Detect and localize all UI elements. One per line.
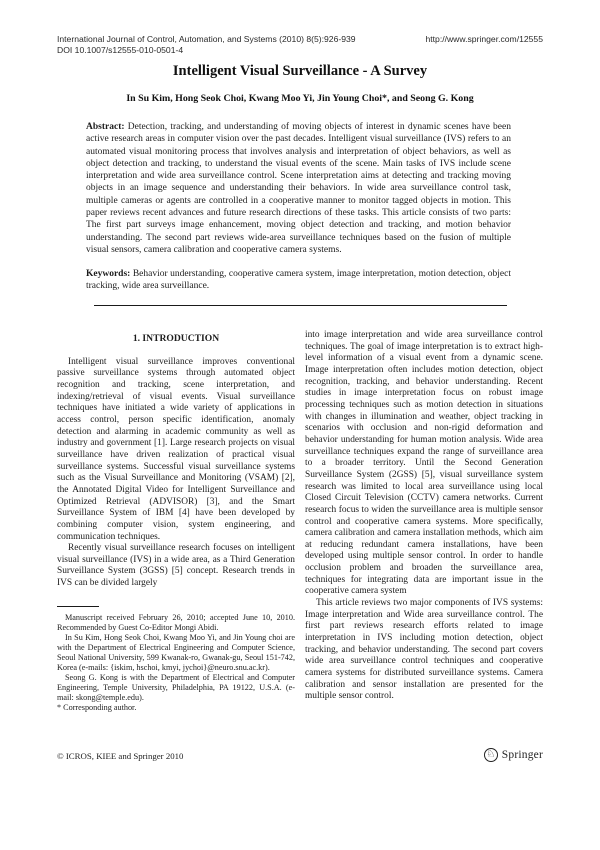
journal-url: http://www.springer.com/12555 (425, 34, 543, 44)
section-heading-introduction: 1. INTRODUCTION (132, 333, 220, 344)
right-column (305, 330, 543, 728)
left-column (57, 330, 295, 606)
abstract-label: Abstract: (86, 122, 125, 132)
intro-paragraph-2-continuation: into image interpretation and wide area surveillance control techniques. The goal of image interpretation is to extract high-level information of a visual event from a dynamic scene. Image interpretation often includes motion detection, object recognition, tracking, and behavior understanding. Recent studies in image interpretation focus on robust image processing techniques such as motion detection in situations with changes in illumination and weather, object tracking in scenarios with occlusion and non-rigid deformation and behavior understanding for human motion analysis. Wide area surveillance techniques expand the range of surveillance area to a broader territory. Until the Second Generation Surveillance System (2GSS) [5], visual surveillance system research was limited to local area surveillance using local Closed Circuit Television (CCTV) camera networks. Current research focus to widen the surveillance area is multiple sensor control and cooperative camera systems. More specifically, camera calibration and camera installation methods, which aim at reducing redundant camera installations, have been developed using multiple sensor control. In order to handle occlusion problem and broaden the surveillance area, techniques for integrating data are important issue in the cooperative camera system (305, 330, 543, 597)
publisher-mark (484, 748, 543, 762)
springer-knight-icon: ♘ (484, 748, 498, 762)
intro-paragraph-3: This article reviews two major components of IVS systems: Image interpretation and Wide area surveillance control. The first part reviews research efforts related to image interpretation in IVS including motion detection, object tracking, and behavior understanding. The second part covers wide area surveillance control techniques and cooperative camera systems for distributed surveillance systems. Camera calibration and sensor installation are presented for the multiple sensor control. (305, 598, 543, 702)
intro-paragraph-1: Intelligent visual surveillance improves conventional passive surveillance systems through automated object recognition and tracking, scene interpretation, and indexing/retrieval of visual events. Visual surveillance techniques have initiated a wide variety of applications in access control, person specific identification, anomaly detection and alarming in academic community as well as industry and government [1]. Large research projects on visual surveillance have driven realization of practical visual surveillance systems. Successful visual surveillance systems such as the Visual Surveillance and Monitoring (VSAM) [2], the Annotated Digital Video for Intelligent Surveillance and Optimized Retrieval (ADVISOR) [3], and the Smart Surveillance System of IBM [4] have been developed by combining computer vision, system engineering, and communication techniques. (57, 356, 295, 542)
doi-line: DOI 10.1007/s12555-010-0501-4 (57, 45, 184, 55)
abstract-text: Detection, tracking, and understanding of moving objects of interest in dynamic scenes have been active research areas in computer vision over the past decades. Intelligent visual surveillance (IVS) refers to an automated visual monitoring process that involves analysis and interpretation of object behaviors, as well as object detection and tracking, to understand the visual events of the scene. Main tasks of IVS include scene interpretation and wide area surveillance control. Scene interpretation aims at detecting and tracking moving objects in an image sequence and understanding their behaviors. In wide area surveillance control task, multiple cameras or agents are controlled in a cooperative manner to monitor tagged objects in motion. This paper reviews recent advances and future research directions of these tasks. This article consists of two parts: The first part surveys image enhancement, moving object detection and tracking, and motion behavior understanding. The second part reviews wide-area surveillance techniques based on the fusion of multiple visual sensors, camera calibration and cooperative camera systems. (86, 122, 511, 255)
footnote-affiliation-snu: In Su Kim, Hong Seok Choi, Kwang Moo Yi, and Jin Young choi are with the Department of Electrical Engineering and Computer Science, Seoul National University, 599 Kwanak-ro, Gwanak-gu, Seoul 151-742, Korea (e-mails: {iskim, hschoi, kmyi, jychoi}@neuro.snu.ac.kr). (57, 633, 295, 672)
abstract-block (86, 121, 511, 256)
keywords-text: Behavior understanding, cooperative camera system, image interpretation, motion detection, object tracking, wide area surveillance. (86, 269, 511, 292)
footnote-rule (57, 606, 99, 607)
publisher-name: Springer (501, 749, 543, 761)
keywords-label: Keywords: (86, 269, 131, 279)
paper-title: Intelligent Visual Surveillance - A Survey (172, 63, 428, 79)
journal-citation-line: International Journal of Control, Automation, and Systems (2010) 8(5):926-939 (57, 34, 356, 44)
copyright-line: © ICROS, KIEE and Springer 2010 (57, 751, 184, 761)
keywords-block (86, 268, 511, 293)
footnote-corresponding-author: * Corresponding author. (57, 703, 137, 712)
footnote-manuscript-history: Manuscript received February 26, 2010; accepted June 10, 2010. Recommended by Guest Co-Editor Mongi Abidi. (57, 613, 295, 632)
footnote-block (57, 606, 295, 713)
intro-paragraph-2: Recently visual surveillance research focuses on intelligent visual surveillance (IVS) in a wide area, as a Third Generation Surveillance System (3GSS) [5] concept. Research trends in IVS can be divided largely (57, 543, 295, 589)
running-head-left (57, 34, 356, 56)
separator-rule (94, 305, 507, 306)
footnote-affiliation-temple: Seong G. Kong is with the Department of Electrical and Computer Engineering, Temple University, Philadelphia, PA 19122, U.S.A. (e-mail: skong@temple.edu). (57, 673, 295, 702)
authors-line: In Su Kim, Hong Seok Choi, Kwang Moo Yi, Jin Young Choi*, and Seong G. Kong (126, 93, 474, 104)
